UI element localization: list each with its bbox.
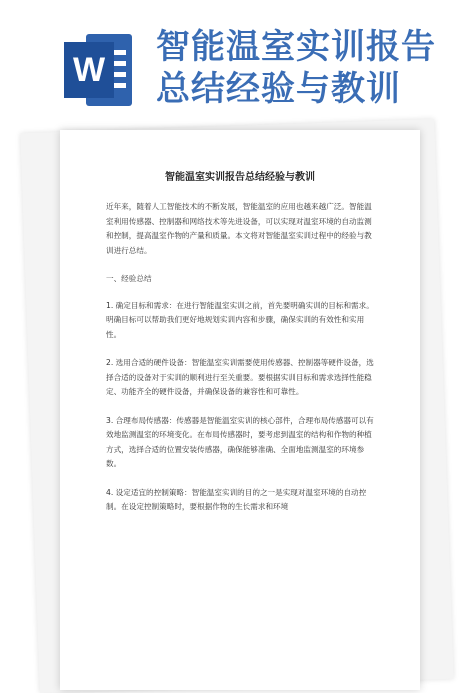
hero-title-line-1: 智能温室实训报告 bbox=[156, 27, 436, 67]
paragraph-item-1: 1. 确定目标和需求：在进行智能温室实训之前，首先要明确实训的目标和需求。明确目标可以帮助我们更好地规划实训内容和步骤，确保实训的有效性和实用性。 bbox=[106, 300, 374, 339]
document-title: 智能温室实训报告总结经验与教训 bbox=[165, 172, 315, 183]
section-heading: 一、经验总结 bbox=[106, 274, 152, 283]
paragraph-intro: 近年来，随着人工智能技术的不断发展，智能温室的应用也越来越广泛。智能温室利用传感器、控制器和网络技术等先进设备，可以实现对温室环境的自动监测和控制，提高温室作物的产量和质量。本文将对智能温室实训过程中的经验与教训进行总结。 bbox=[106, 202, 372, 255]
hero-title-line-2: 总结经验与教训 bbox=[156, 69, 401, 109]
document-page bbox=[60, 130, 420, 690]
paragraph-item-3: 3. 合理布局传感器：传感器是智能温室实训的核心部件，合理布局传感器可以有效地监测温室的环境变化。在布局传感器时，要考虑到温室的结构和作物的种植方式，选择合适的位置安装传感器，确保能够准确、全面地监测温室的环境参数。 bbox=[106, 415, 374, 468]
paragraph-item-2: 2. 选用合适的硬件设备：智能温室实训需要使用传感器、控制器等硬件设备，选择合适的设备对于实训的顺利进行至关重要。要根据实训目标和需求选择性能稳定、功能齐全的硬件设备，并确保设备的兼容性和可靠性。 bbox=[106, 358, 374, 396]
word-document-icon bbox=[64, 34, 132, 106]
document-body bbox=[106, 200, 378, 529]
hero-title bbox=[156, 26, 466, 110]
paragraph-item-4: 4. 设定适宜的控制策略：智能温室实训的目的之一是实现对温室环境的自动控制。在设定控制策略时，要根据作物的生长需求和环境 bbox=[106, 487, 367, 511]
header-banner bbox=[0, 0, 474, 118]
word-icon-letter: W bbox=[64, 42, 114, 98]
